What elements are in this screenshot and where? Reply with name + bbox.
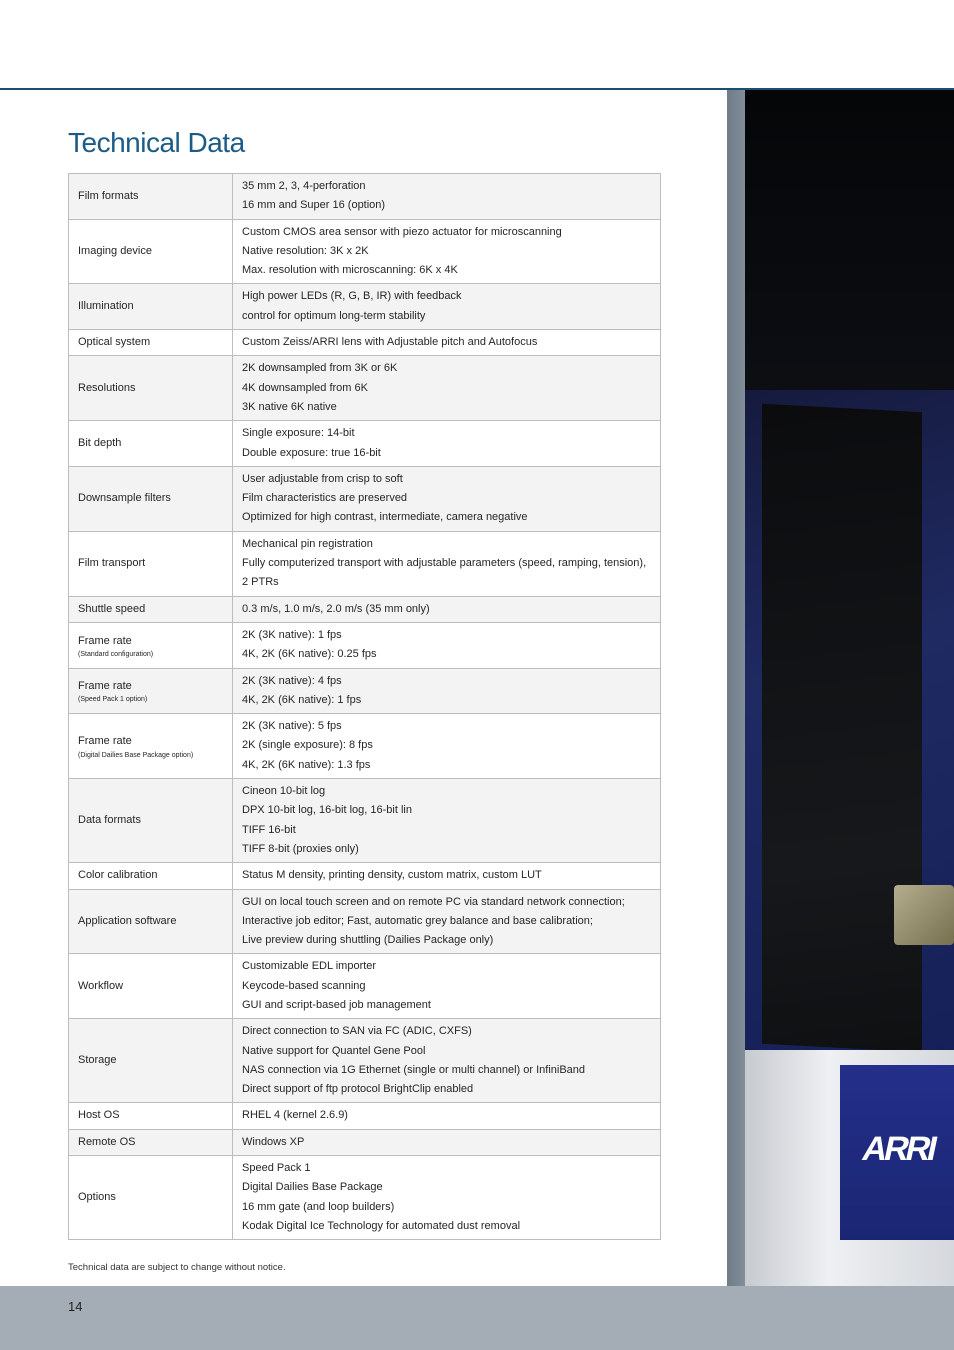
spec-label-note: (Digital Dailies Base Package option) [78,751,194,759]
spec-label-cell [69,466,233,531]
spec-label-cell [69,863,233,889]
spec-label-cell [69,954,233,1019]
spec-label-cell [69,714,233,779]
spec-label: Frame rate [78,680,132,693]
spec-label: Remote OS [78,1135,136,1148]
spec-value-line: Interactive job editor; Fast, automatic grey balance and base calibration; [242,914,593,927]
table-row [69,174,661,220]
spec-value-line: 16 mm gate (and loop builders) [242,1200,395,1213]
spec-value-line: control for optimum long-term stability [242,309,426,322]
arri-logo: ARRI [859,1130,939,1168]
spec-value-cell [233,356,661,421]
page-number: 14 [68,1299,83,1314]
spec-label-cell [69,622,233,668]
spec-label-cell [69,219,233,284]
spec-value-cell [233,421,661,467]
spec-label: Application software [78,914,177,927]
table-row [69,531,661,596]
spec-value-cell [233,1103,661,1129]
spec-label: Imaging device [78,244,152,257]
spec-value-cell [233,889,661,954]
spec-label: Optical system [78,336,151,349]
spec-value-line: Status M density, printing density, custom matrix, custom LUT [242,869,542,882]
spec-value-cell [233,863,661,889]
spec-value-cell [233,330,661,356]
spec-label-note: (Standard configuration) [78,650,154,658]
spec-value-cell [233,174,661,220]
spec-value-cell [233,531,661,596]
spec-label: Resolutions [78,381,136,394]
page-title: Technical Data [68,127,245,158]
spec-value-line: 2K (3K native): 4 fps [242,674,342,687]
spec-label-cell [69,1129,233,1155]
spec-value-line: Direct connection to SAN via FC (ADIC, CXFS) [242,1025,472,1038]
table-row [69,284,661,330]
spec-value-line: Double exposure: true 16-bit [242,446,381,459]
spec-value-line: Speed Pack 1 [242,1162,311,1175]
table-row [69,1019,661,1103]
spec-label: Options [78,1191,116,1203]
footnote: Technical data are subject to change without notice. [68,1262,286,1273]
spec-value-cell [233,1019,661,1103]
spec-value-cell [233,1129,661,1155]
spec-label-cell [69,1156,233,1240]
spec-value-cell [233,219,661,284]
spec-value-cell [233,714,661,779]
spec-value-line: Native resolution: 3K x 2K [242,244,369,257]
photo-edge-strip [727,90,745,1286]
spec-value-line: RHEL 4 (kernel 2.6.9) [242,1109,348,1122]
table-row [69,622,661,668]
spec-label-cell [69,174,233,220]
spec-value-line: Optimized for high contrast, intermediate, camera negative [242,511,528,524]
table-row [69,668,661,714]
spec-label: Frame rate [78,735,132,748]
spec-value-line: 16 mm and Super 16 (option) [242,199,386,212]
table-row [69,596,661,622]
spec-label: Data formats [78,813,141,826]
spec-label: Downsample filters [78,492,171,505]
spec-label: Illumination [78,300,134,313]
spec-value-line: Live preview during shuttling (Dailies Package only) [242,934,494,947]
spec-value-line: 4K downsampled from 6K [242,381,368,394]
spec-value-line: Customizable EDL importer [242,960,377,973]
table-row [69,421,661,467]
spec-value-line: Direct support of ftp protocol BrightClip enabled [242,1083,474,1096]
spec-value-line: 3K native 6K native [242,400,337,413]
product-photo [727,90,954,1286]
spec-value-line: 4K, 2K (6K native): 1.3 fps [242,758,371,771]
spec-value-cell [233,466,661,531]
spec-value-line: 4K, 2K (6K native): 0.25 fps [242,648,377,661]
spec-label: Film formats [78,189,139,202]
spec-label-cell [69,1019,233,1103]
spec-value-line: Fully computerized transport with adjustable parameters (speed, ramping, tension), 2 PTRs [242,557,647,589]
spec-value-line: Digital Dailies Base Package [242,1181,383,1194]
spec-value-line: Native support for Quantel Gene Pool [242,1044,426,1057]
spec-label-cell [69,531,233,596]
spec-label: Frame rate [78,634,132,647]
spec-value-line: 2K (3K native): 1 fps [242,628,342,641]
spec-label-cell [69,779,233,863]
photo-screen [762,404,922,1052]
spec-value-line: Film characteristics are preserved [242,492,408,505]
spec-value-line: Keycode-based scanning [242,979,366,992]
spec-label: Bit depth [78,436,122,449]
table-row [69,1156,661,1240]
table-row [69,779,661,863]
spec-value-line: Windows XP [242,1135,305,1148]
spec-label-cell [69,421,233,467]
spec-value-cell [233,668,661,714]
spec-value-line: Kodak Digital Ice Technology for automated dust removal [242,1219,521,1232]
spec-label-cell [69,284,233,330]
spec-value-line: User adjustable from crisp to soft [242,472,403,485]
spec-value-cell [233,622,661,668]
spec-value-line: 2K (3K native): 5 fps [242,720,342,733]
technical-data-table [68,173,661,1240]
table-row [69,219,661,284]
table-row [69,863,661,889]
spec-value-line: NAS connection via 1G Ethernet (single or multi channel) or InfiniBand [242,1063,586,1076]
table-row [69,330,661,356]
spec-value-line: 2K downsampled from 3K or 6K [242,362,398,375]
spec-label: Workflow [78,979,124,992]
spec-value-line: 4K, 2K (6K native): 1 fps [242,693,362,706]
table-row [69,356,661,421]
spec-value-cell [233,954,661,1019]
spec-label: Storage [78,1054,117,1067]
spec-value-cell [233,596,661,622]
spec-value-line: TIFF 16-bit [242,823,296,836]
spec-label-cell [69,330,233,356]
table-row [69,1103,661,1129]
spec-value-line: Custom Zeiss/ARRI lens with Adjustable pitch and Autofocus [242,336,538,349]
spec-value-line: 2K (single exposure): 8 fps [242,739,373,752]
table-row [69,889,661,954]
spec-value-line: Mechanical pin registration [242,537,373,550]
spec-value-line: Single exposure: 14-bit [242,427,355,440]
spec-label: Shuttle speed [78,602,146,615]
photo-hinge [894,885,954,945]
spec-value-line: 35 mm 2, 3, 4-perforation [242,180,366,192]
table-row [69,466,661,531]
spec-value-line: GUI on local touch screen and on remote PC via standard network connection; [242,895,625,908]
spec-label: Host OS [78,1109,120,1122]
footer-band [0,1286,954,1350]
spec-label-note: (Speed Pack 1 option) [78,696,148,704]
spec-label-cell [69,596,233,622]
spec-value-line: TIFF 8-bit (proxies only) [242,842,359,855]
technical-data-body [69,174,661,1240]
photo-dark-area [745,90,954,390]
table-row [69,954,661,1019]
spec-value-line: High power LEDs (R, G, B, IR) with feedback [242,290,462,303]
spec-label-cell [69,1103,233,1129]
spec-value-line: GUI and script-based job management [242,998,431,1011]
spec-label: Color calibration [78,869,158,882]
spec-label-cell [69,356,233,421]
spec-value-line: DPX 10-bit log, 16-bit log, 16-bit lin [242,804,412,817]
spec-value-line: 0.3 m/s, 1.0 m/s, 2.0 m/s (35 mm only) [242,602,430,615]
spec-label-cell [69,889,233,954]
spec-value-cell [233,1156,661,1240]
spec-value-cell [233,779,661,863]
table-row [69,1129,661,1155]
spec-value-line: Custom CMOS area sensor with piezo actuator for microscanning [242,225,562,238]
spec-value-line: Max. resolution with microscanning: 6K x 4K [242,264,458,277]
spec-label: Film transport [78,557,146,570]
spec-value-cell [233,284,661,330]
spec-value-line: Cineon 10-bit log [242,785,326,798]
table-row [69,714,661,779]
spec-label-cell [69,668,233,714]
